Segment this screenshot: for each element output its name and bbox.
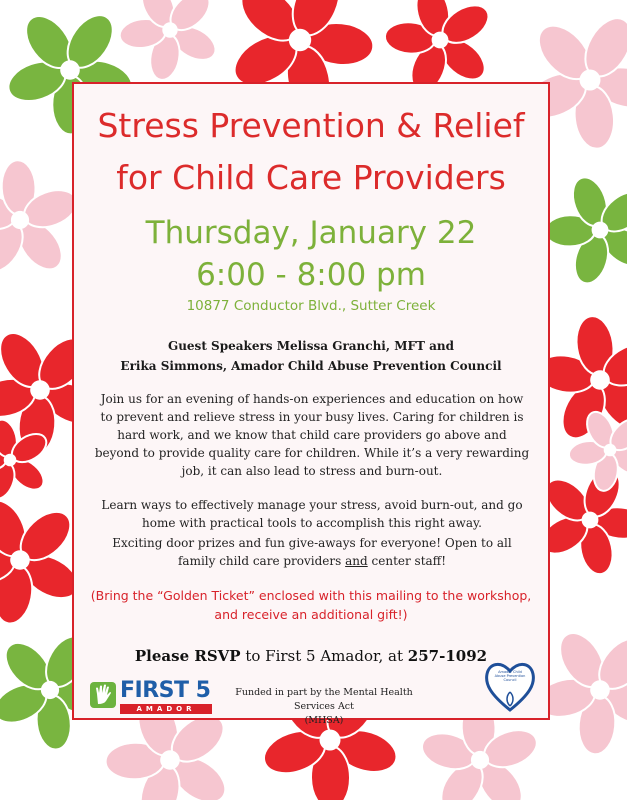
funding-note — [229, 686, 419, 728]
ticket-line-2: and receive an additional gift!) — [214, 607, 408, 622]
flower-center — [160, 750, 180, 770]
prizes-text-2: center staff! — [367, 554, 447, 568]
event-title-line-1: Stress Prevention & Relief — [97, 106, 525, 145]
flower-center — [289, 29, 311, 51]
flower-center — [432, 32, 449, 49]
first5-amador-logo — [90, 680, 214, 714]
guest-speakers — [74, 336, 548, 376]
funded-line-1: Funded in part by the Mental Health Services Act — [235, 687, 413, 712]
event-time: 6:00 - 8:00 pm — [196, 257, 426, 293]
flower-center — [320, 730, 341, 751]
hand-icon — [90, 682, 116, 708]
rsvp-label: Please RSVP — [134, 647, 241, 665]
prizes-paragraph — [94, 534, 530, 570]
flower-center — [471, 751, 489, 769]
first5-logo-sub: AMADOR — [120, 704, 212, 714]
funded-line-2: (MHSA) — [304, 715, 344, 726]
flower-center — [30, 380, 50, 400]
flower-center — [60, 60, 80, 80]
flower-center — [41, 681, 59, 699]
flower-center — [604, 444, 617, 457]
flower-icon — [544, 173, 627, 288]
flower-center — [580, 70, 601, 91]
event-title-line-2: for Child Care Providers — [116, 158, 506, 197]
council-logo-text: Amador Child Abuse Prevention Council — [494, 670, 526, 682]
prizes-text-1: Exciting door prizes and fun give-aways for everyone! Open to all family child care providers — [112, 536, 512, 568]
event-date: Thursday, January 22 — [145, 215, 477, 251]
speakers-line-2: Erika Simmons, Amador Child Abuse Prevention Council — [120, 359, 502, 373]
prevention-council-logo — [482, 656, 538, 714]
flower-center — [582, 512, 599, 529]
flower-center — [590, 680, 610, 700]
flower-center — [162, 22, 177, 37]
speakers-line-1: Guest Speakers Melissa Granchi, MFT and — [167, 339, 455, 353]
event-address: 10877 Conductor Blvd., Sutter Creek — [186, 298, 436, 314]
flower-center — [10, 550, 30, 570]
flyer-card — [72, 82, 550, 726]
flower-center — [590, 370, 610, 390]
flower-icon — [118, 0, 221, 82]
flower-center — [11, 211, 29, 229]
flower-center — [4, 454, 17, 467]
rsvp-line — [74, 647, 548, 665]
heart-icon — [482, 656, 538, 714]
learn-paragraph: Learn ways to effectively manage your stress, avoid burn-out, and go home with practical tools to accomplish this right away. — [101, 498, 523, 530]
rsvp-phone: 257-1092 — [407, 647, 488, 665]
golden-ticket-note — [74, 586, 548, 624]
description-paragraph: Join us for an evening of hands-on experiences and education on how to prevent and relieve stress in your busy lives. Caring for children is hard work, and we know that child care providers go above and beyond to provide quality care for children. While it’s a very rewarding job, it can also lead to stress and burn-out. — [94, 392, 530, 478]
ticket-line-1: (Bring the “Golden Ticket” enclosed with this mailing to the workshop, — [90, 588, 532, 603]
flower-center — [592, 222, 609, 239]
first5-logo-name: FIRST 5 — [120, 678, 211, 703]
prizes-and-underlined: and — [345, 554, 368, 568]
rsvp-text: to First 5 Amador, at — [240, 647, 408, 665]
flower-icon — [0, 160, 82, 280]
